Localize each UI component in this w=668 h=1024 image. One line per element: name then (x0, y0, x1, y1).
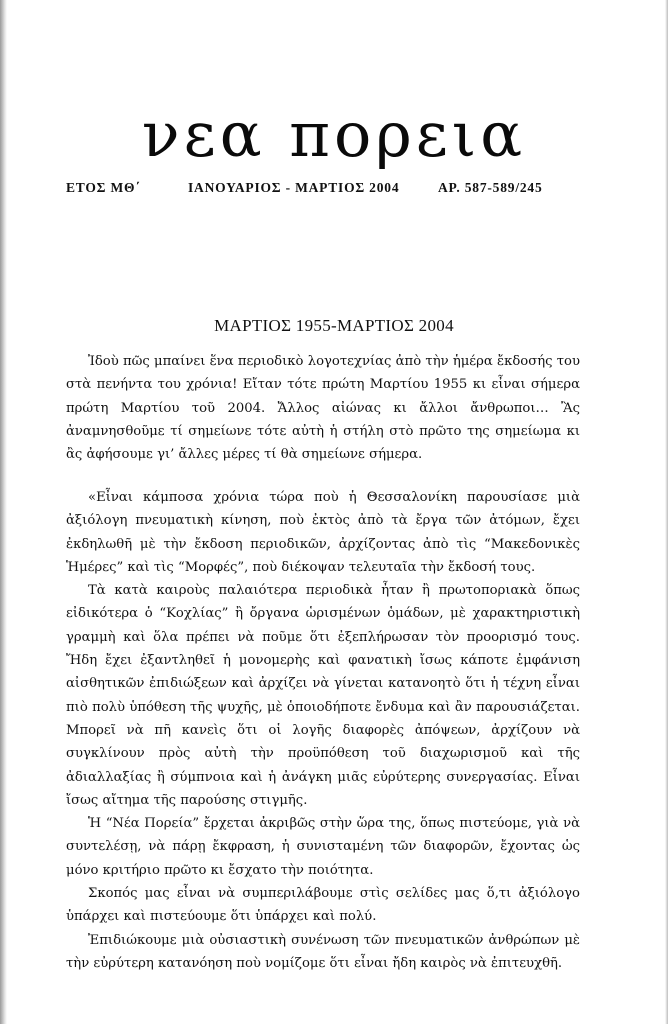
intro-paragraph: Ἰδοὺ πῶς μπαίνει ἕνα περιοδικὸ λογοτεχνίας ἀπὸ τὴν ἡμέρα ἔκδοσής του στὰ πενήντα του χρόνια! Εἴταν τότε πρώτη Μαρτίου 1955 κι εἶναι σήμερα πρώτη Μαρτίου τοῦ 2004. Ἄλλος αἰώνας κι ἄλλοι ἄνθρωποι… Ἂς ἀναμνησθοῦμε τί σημείωνε τότε αὐτὴ ἡ στήλη στὸ πρῶτο της σημείωμα κι ἂς ἀφήσουμε γι’ ἄλλες μέρες τί θὰ σημείωνε σήμερα. (66, 354, 580, 463)
article-title: ΜΑΡΤΙΟΣ 1955-ΜΑΡΤΙΟΣ 2004 (214, 316, 454, 335)
issue-label: ΑΡ. 587-589/245 (438, 180, 543, 195)
quote-paragraph: Τὰ κατὰ καιροὺς παλαιότερα περιοδικὰ ἦταν ἢ πρωτοποριακὰ ὅπως εἰδικότερα ὁ “Κοχλίας” ἢ ὄργανα ὡρισμένων ὁμάδων, μὲ χαρακτηριστικὴ γραμμὴ καὶ ὅλα πρέπει νὰ ποῦμε ὅτι ἐξεπλήρωσαν τὸν προορισμό τους. Ἤδη ἔχει ἐξαντληθεῖ ἡ μονομερὴς καὶ φανατικὴ ἴσως κάποτε ἐμφάνιση αἰσθητικῶν ἐπιδιώξεων καὶ ἀρχίζει νὰ γίνεται κατανοητὸ ὅτι ἡ τέχνη εἶναι πιὸ πολὺ ὑπόθεση τῆς ψυχῆς, μὲ ὁποιοδήποτε ἔνδυμα καὶ ἂν παρουσιάζεται. Μπορεῖ νὰ πῆ κανεὶς ὅτι οἱ λογῆς διαφορὲς ἀπόψεων, ἀρχίζουν νὰ συγκλίνουν πρὸς αὐτὴ τὴν προϋπόθεση τοῦ διαχωρισμοῦ καὶ τῆς ἀδιαλλαξίας ἢ σύμπνοια καὶ ἡ ἀνάγκη μιᾶς εὐρύτερης συνεργασίας. Εἶναι ἴσως αἴτημα τῆς παρούσης στιγμῆς. (66, 583, 580, 808)
date-label: ΙΑΝΟΥΑΡΙΟΣ - ΜΑΡΤΙΟΣ 2004 (188, 180, 400, 195)
intro-block (66, 350, 580, 466)
journal-masthead: νεα πορεια (141, 98, 527, 171)
quote-paragraph: «Εἶναι κάμποσα χρόνια τώρα ποὺ ἡ Θεσσαλονίκη παρουσίασε μιὰ ἀξιόλογη πνευματικὴ κίνηση, ποὺ ἐκτὸς ἀπὸ τὰ ἔργα τῶν ἀτόμων, ἔχει ἐκδηλωθῆ μὲ τὴν ἔκδοση περιοδικῶν, ἀρχίζοντας ἀπὸ τὶς “Μακεδονικὲς Ἡμέρες” καὶ τὶς “Μορφές”, ποὺ διέκοψαν τελευταῖα τὴν ἔκδοσή τους. (66, 490, 580, 575)
year-label: ΕΤΟΣ ΜΘ΄ (66, 180, 141, 195)
quote-paragraph: Σκοπός μας εἶναι νὰ συμπεριλάβουμε στὶς σελίδες μας ὅ,τι ἀξιόλογο ὑπάρχει καὶ πιστεύουμε ὅτι ὑπάρχει καὶ πολύ. (66, 886, 580, 925)
quote-paragraph: Ἐπιδιώκουμε μιὰ οὐσιαστικὴ συνένωση τῶν πνευματικῶν ἀνθρώπων μὲ τὴν εὐρύτερη κατανόηση ποὺ νομίζομε ὅτι εἶναι ἤδη καιρὸς νὰ ἐπιτευχθῆ. (66, 932, 580, 971)
quote-paragraph: Ἡ “Νέα Πορεία” ἔρχεται ἀκριβῶς στὴν ὥρα της, ὅπως πιστεύομε, γιὰ νὰ συντελέσῃ, νὰ πάρῃ ἔκφραση, ἡ συνισταμένη τῶν διαφορῶν, ἔχοντας ὡς μόνο κριτήριο πρῶτο κι ἔσχατο τὴν ποιότητα. (66, 816, 580, 878)
quote-block (66, 486, 580, 975)
